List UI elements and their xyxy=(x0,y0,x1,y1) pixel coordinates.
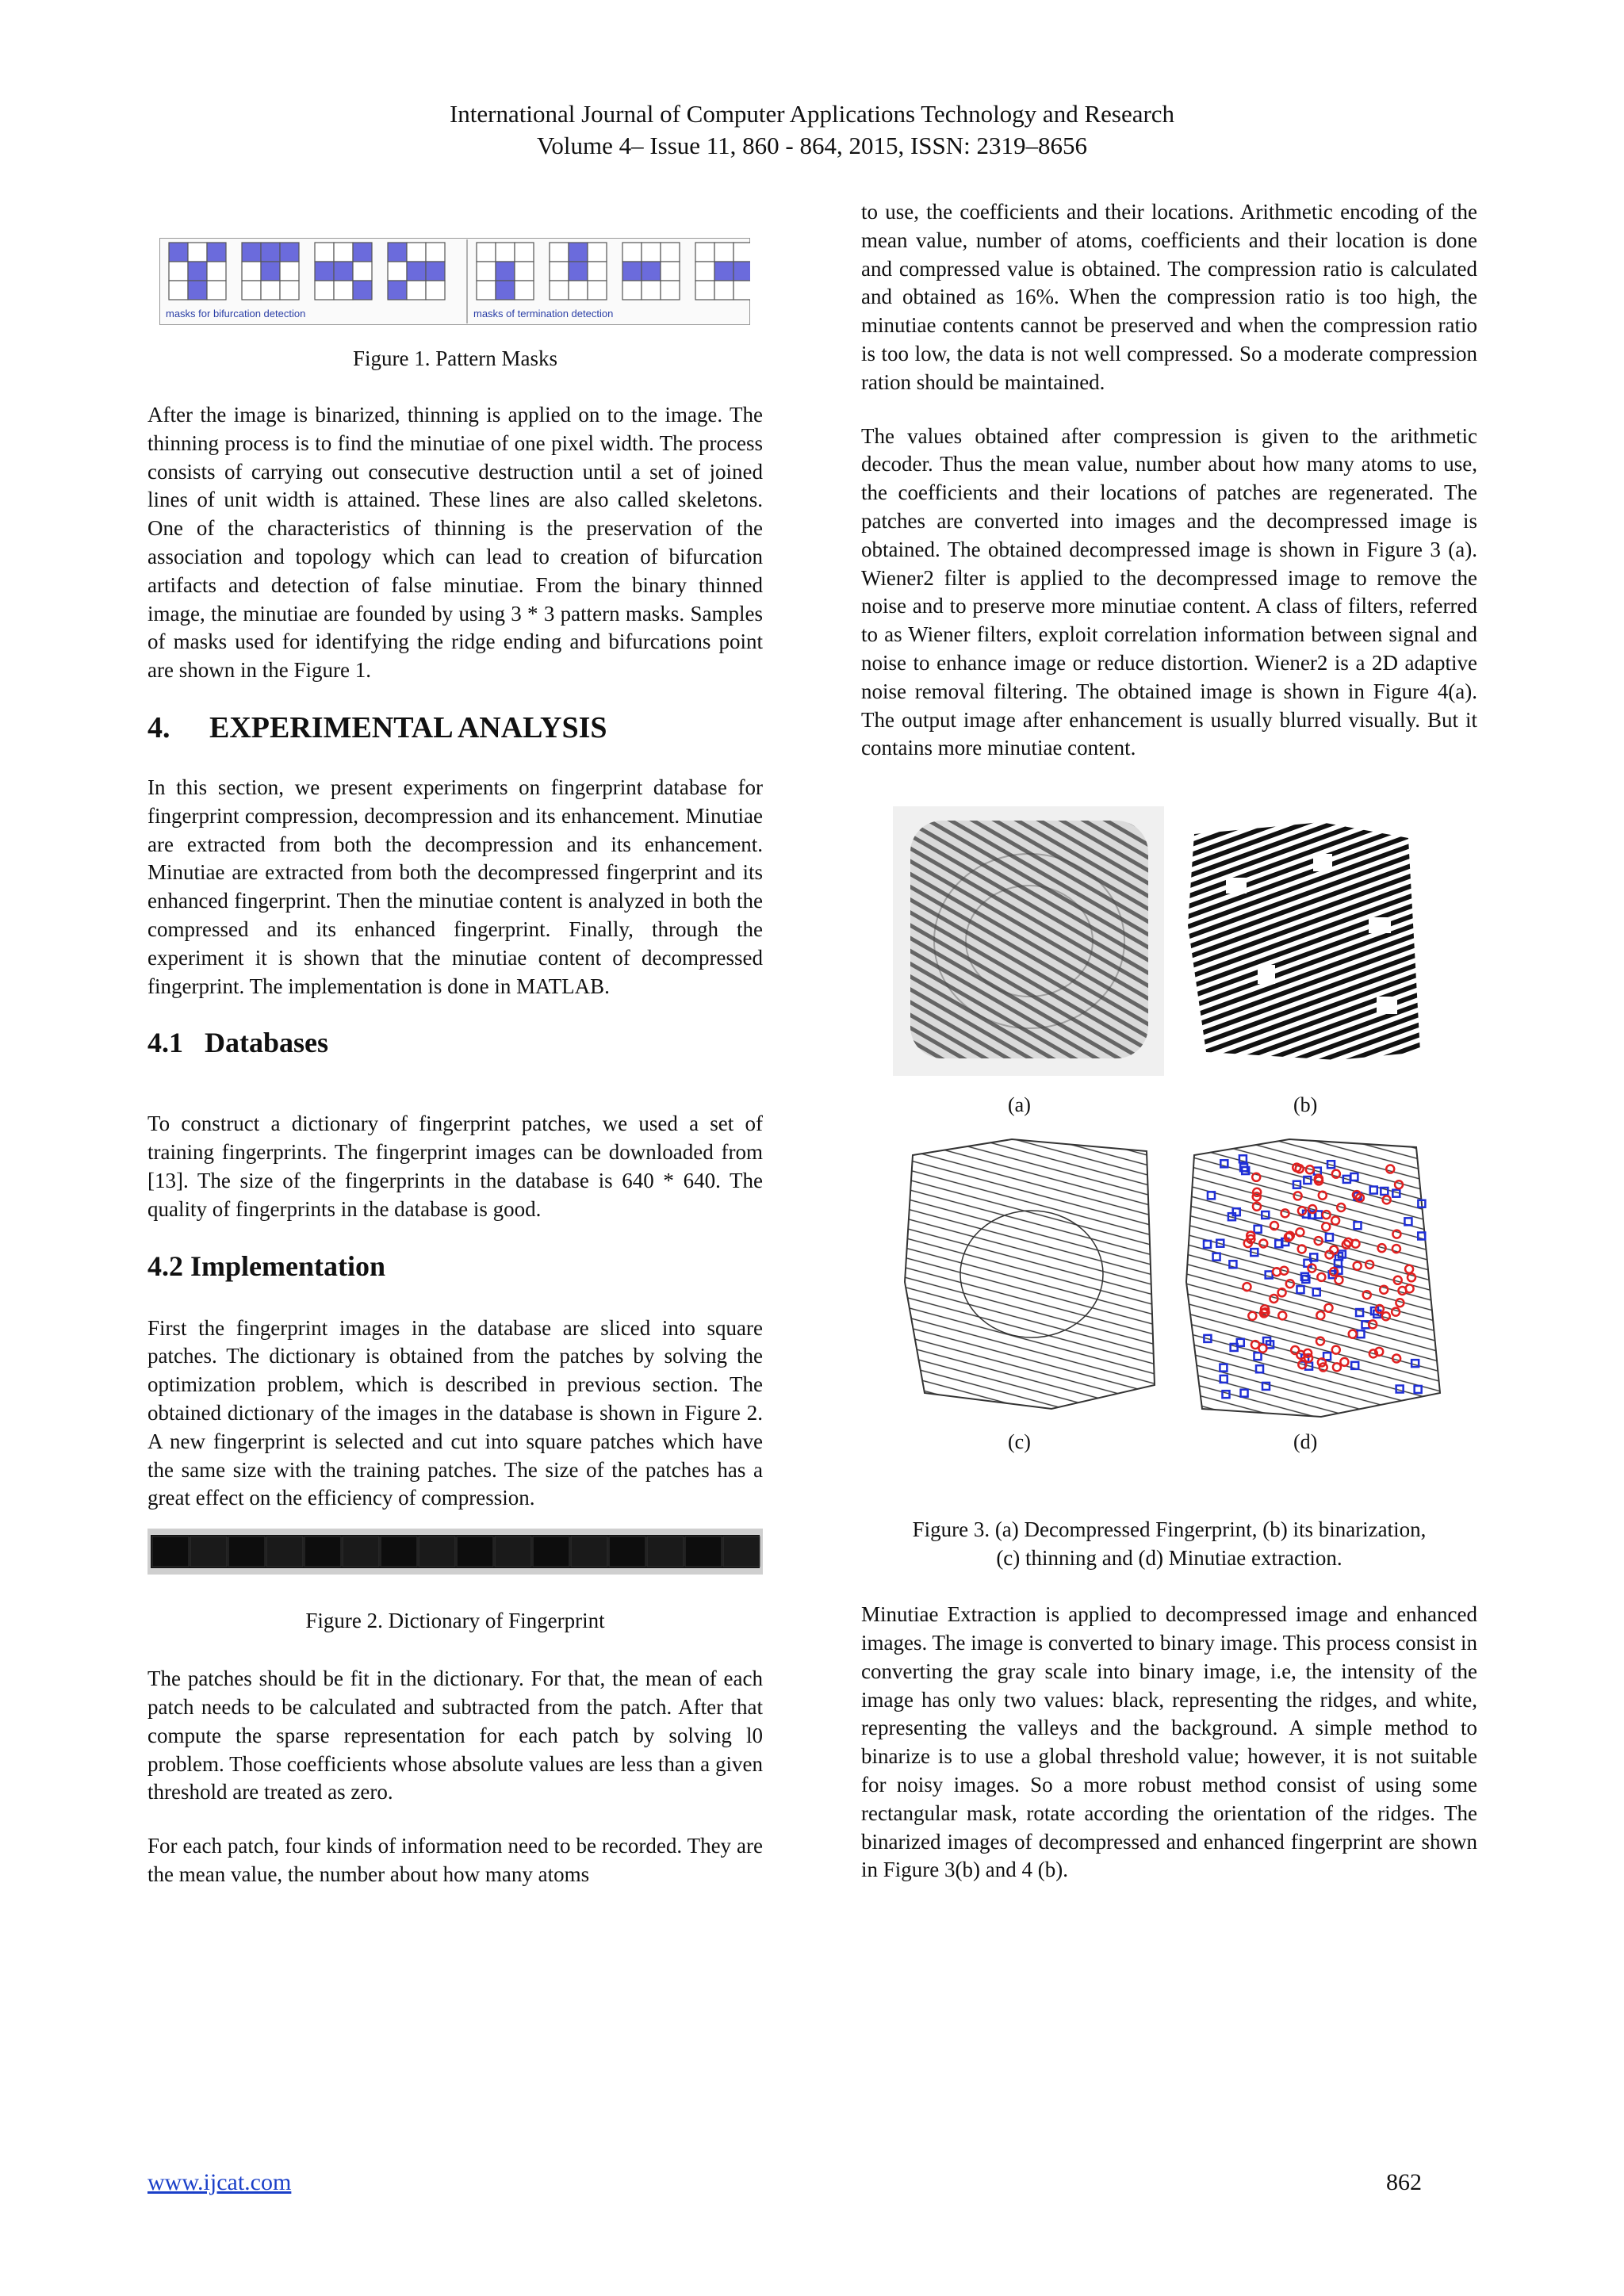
panel-a-decompressed xyxy=(893,806,1164,1076)
section-4-1-heading: 4.1 Databases xyxy=(147,1027,329,1059)
section-4-heading xyxy=(147,710,763,745)
dictionary-atom xyxy=(190,1536,227,1567)
paragraph-patches: The patches should be fit in the dictionary. For that, the mean of each patch needs to be calculated and subtracted from the patch. After that compute the sparse representation for each patch by solving l0 problem. Those coefficients whose absolute values are less than a given threshold are treated as zero. xyxy=(147,1667,763,1804)
panel-a-label: (a) xyxy=(1008,1093,1031,1117)
figure-2-dictionary xyxy=(147,1529,763,1575)
mask-3x3-icon xyxy=(477,243,534,300)
dictionary-atom xyxy=(266,1536,303,1567)
section-4-number: 4. xyxy=(147,710,170,744)
dictionary-atom xyxy=(647,1536,684,1567)
paragraph-thinning: After the image is binarized, thinning is applied on to the image. The thinning process is to find the minutiae of one pixel width. The process consists of carrying out consecutive destruction until a set of joined lines of unit width is attained. These lines are also called skeletons. One of the characteristics of thinning is the preservation of the association and topology which can lead to creation of bifurcation artifacts and detection of false minutiae. From the binary thinned image, the minutiae are founded by using 3 * 3 pattern masks. Samples of masks used for identifying the ridge ending and bifurcations point are shown in the Figure 1. xyxy=(147,403,763,683)
dictionary-atom xyxy=(457,1536,493,1567)
paragraph-information: For each patch, four kinds of information need to be recorded. They are the mean value, the number about how many atoms xyxy=(147,1834,763,1886)
footer-website-link[interactable]: www.ijcat.com xyxy=(147,2169,292,2195)
fingerprint-panels xyxy=(893,806,1448,1488)
figure-3-caption-line2: (c) thinning and (d) Minutiae extraction. xyxy=(996,1546,1342,1571)
mask-3x3-icon xyxy=(550,243,607,300)
paragraph-implementation: First the fingerprint images in the database are sliced into square patches. The dictionary is obtained from the patches by solving the optimization problem, which is described in previous section. The obtained dictionary of the images in the database is shown in Figure 2. A new fingerprint is selected and cut into square patches which have the same size with the training patches. The size of the patches has a great effect on the efficiency of compression. xyxy=(147,1315,763,1510)
journal-header xyxy=(0,98,1624,163)
dictionary-atom xyxy=(381,1536,417,1567)
paragraph-experimental: In this section, we present experiments on fingerprint database for fingerprint compression, decompression and its enhancement. Minutiae are extracted from both the decompression and its enhancement. Minutiae are extracted from both the decompressed fingerprint and its enhanced fingerprint. Then the minutiae content is analyzed in both the compressed and its enhanced fingerprint. Finally, through the experiment it is shown that the minutiae content of decompressed fingerprint. The implementation is done in MATLAB. xyxy=(147,775,763,998)
section-4-2-heading: 4.2 Implementation xyxy=(147,1249,385,1282)
panel-b-label: (b) xyxy=(1293,1093,1318,1117)
mask-3x3-icon xyxy=(242,243,299,300)
dictionary-atom xyxy=(419,1536,455,1567)
dictionary-atom xyxy=(571,1536,607,1567)
paragraph-decoder: The values obtained after compression is given to the arithmetic decoder. Thus the mean value, number about how many atoms to use, the coefficients and their locations of patches are regenerated. The patches are converted into images and the decompressed image is obtained. The obtained decompressed image is shown in Figure 3 (a). Wiener2 filter is applied to the decompressed image to remove the noise and to preserve more minutiae content. A class of filters, referred to as Wiener filters, exploit correlation information between signal and noise to enhance image or reduce distortion. Wiener2 is a 2D adaptive noise removal filtering. The obtained image is shown in Figure 4(a). The output image after enhancement is usually blurred visually. But it contains more minutiae content. xyxy=(861,423,1477,760)
panel-d-minutiae xyxy=(1186,1139,1440,1417)
dictionary-atom xyxy=(304,1536,341,1567)
mask-3x3-icon xyxy=(388,243,445,300)
dictionary-atom xyxy=(152,1536,189,1567)
section-4-title: EXPERIMENTAL ANALYSIS xyxy=(209,710,607,744)
figure-3-caption-line1: Figure 3. (a) Decompressed Fingerprint, (b) its binarization, xyxy=(912,1517,1427,1542)
page-number: 862 xyxy=(1386,2169,1422,2195)
dictionary-atom xyxy=(495,1536,531,1567)
dictionary-atom xyxy=(723,1536,760,1567)
panel-d-label: (d) xyxy=(1293,1430,1318,1454)
dictionary-atom xyxy=(228,1536,265,1567)
figure-3-fingerprints xyxy=(893,806,1448,1488)
right-column xyxy=(861,198,1477,1910)
dictionary-atom xyxy=(685,1536,722,1567)
dictionary-image xyxy=(147,1529,763,1575)
left-column xyxy=(147,198,763,1915)
dictionary-atom xyxy=(609,1536,645,1567)
mask-3x3-icon xyxy=(169,243,226,300)
figure-1-caption: Figure 1. Pattern Masks xyxy=(353,346,557,370)
figure-1-pattern-masks xyxy=(159,238,750,325)
dictionary-atom xyxy=(343,1536,379,1567)
journal-title: International Journal of Computer Applications Technology and Research xyxy=(449,100,1175,128)
figure-2-caption: Figure 2. Dictionary of Fingerprint xyxy=(305,1609,605,1633)
panel-c-thinning xyxy=(905,1139,1155,1409)
journal-volume: Volume 4– Issue 11, 860 - 864, 2015, ISSN: 2319–8656 xyxy=(536,132,1088,160)
mask-3x3-icon xyxy=(315,243,372,300)
pattern-masks-image xyxy=(159,238,750,325)
panel-b-binarization xyxy=(1188,822,1420,1060)
bifurcation-masks-label: masks for bifurcation detection xyxy=(166,308,306,320)
dictionary-atom xyxy=(533,1536,569,1567)
mask-3x3-icon xyxy=(622,243,680,300)
paragraph-minutiae-extraction: Minutiae Extraction is applied to decompressed image and enhanced images. The image is converted to binary image. This process consist in converting the gray scale into binary image, i.e, the intensity of the image has only two values: black, representing the ridges, and white, representing the valleys and the background. A simple method to binarize is to use a global threshold value; however, it is not suitable for noisy images. So a more robust method consist of using some rectangular mask, rotate according the orientation of the ridges. The binarized images of decompressed and enhanced fingerprint are shown in Figure 3(b) and 4 (b). xyxy=(861,1602,1477,1882)
paragraph-databases: To construct a dictionary of fingerprint patches, we used a set of training fingerprints. The fingerprint images can be downloaded from [13]. The size of the fingerprints in the database is 640 * 640. The quality of fingerprints in the database is good. xyxy=(147,1112,763,1221)
mask-3x3-icon xyxy=(695,243,750,300)
termination-masks-label: masks of termination detection xyxy=(473,308,614,320)
panel-c-label: (c) xyxy=(1008,1430,1031,1454)
paragraph-compression: to use, the coefficients and their locations. Arithmetic encoding of the mean value, number of atoms, coefficients and their location is done and compressed value is obtained. The compression ratio is calculated and obtained as 16%. When the compression ratio is too high, the minutiae contents cannot be preserved and when the compression ratio is too low, the data is not well compressed. So a moderate compression ration should be maintained. xyxy=(861,200,1477,394)
